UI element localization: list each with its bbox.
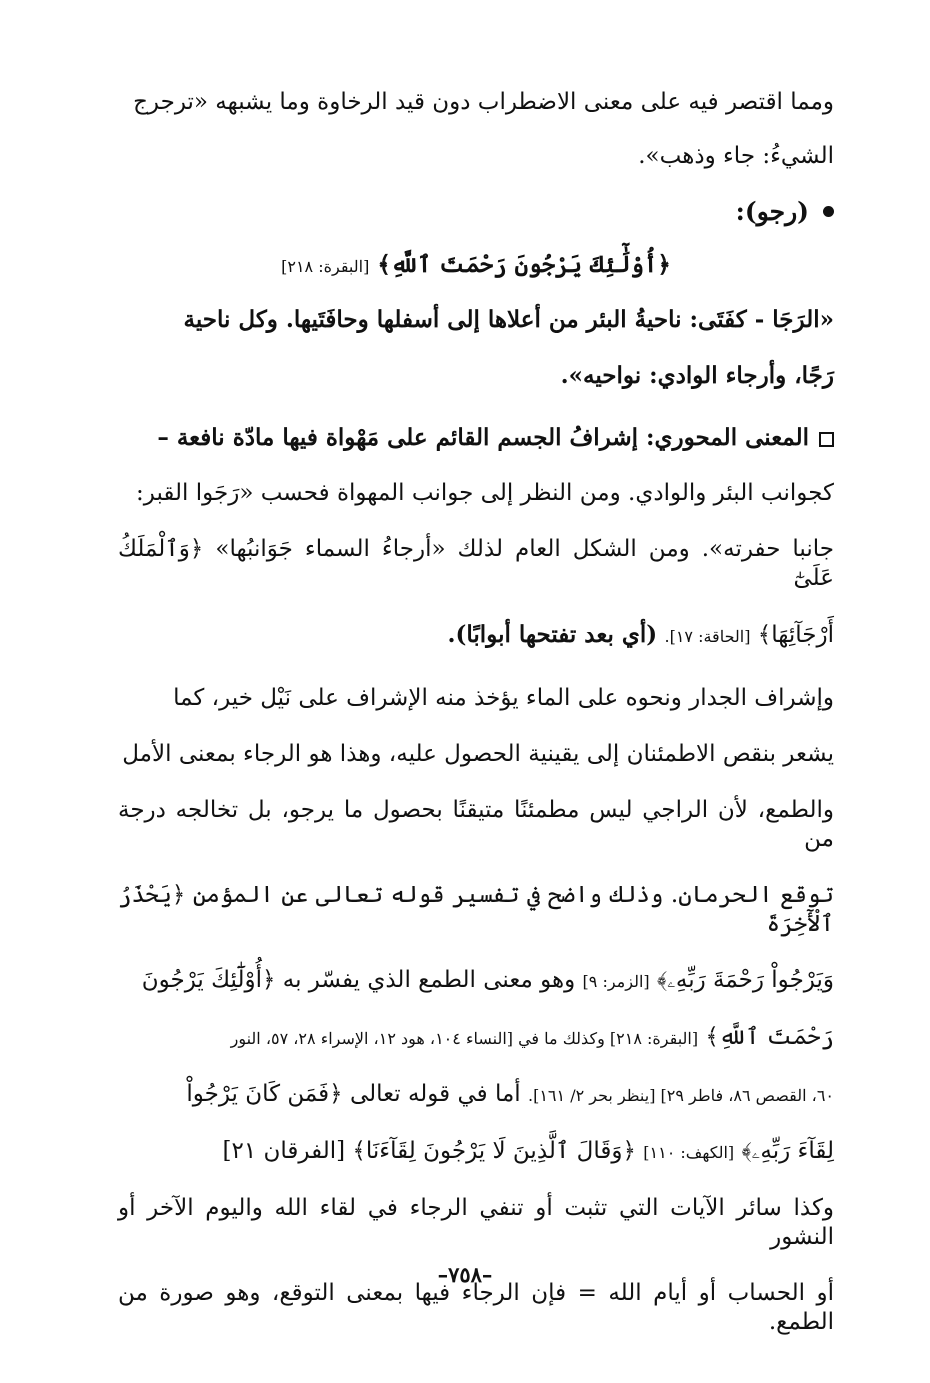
verse-reference: [الزمر: ٩]: [582, 972, 650, 991]
paragraph-3: [118, 684, 834, 1337]
verse-text: لِقَآءَ رَبِّهِۦ﴾: [741, 1138, 834, 1164]
page-number: –٧٥٨–: [437, 1262, 493, 1287]
text-line: ومما اقتصر فيه على معنى الاضطراب دون قيد الرخاوة وما يشبهه «ترجرج: [133, 89, 834, 115]
square-marker-icon: [819, 432, 834, 447]
text-line: [118, 966, 834, 996]
text-line: [118, 1137, 834, 1167]
text-line: رَجًا، وأرجاء الوادي: نواحيه».: [560, 362, 834, 389]
text-line: «الرَجَا - كفَتَى: ناحيةُ البئر من أعلاها إلى أسفلها وحافَتَيها. وكل ناحية: [183, 306, 834, 333]
text-line: جانبا حفرته». ومن الشكل العام لذلك «أرجاءُ السماء جَوَانبُها» ﴿وَٱلْمَلَكُ عَلَىٰٓ: [118, 536, 834, 591]
text-line: والطمع، لأن الراجي ليس مطمئنًا متيقنًا بحصول ما يرجو، بل تخالجه درجة من: [118, 797, 834, 852]
text-segment: أما في قوله تعالى ﴿فَمَن كَانَ يَرْجُواْ: [186, 1081, 521, 1107]
core-meaning-label: المعنى المحوري: إشرافُ الجسم القائم على مَهْواة فيها مادّة نافعة –: [157, 424, 809, 451]
root-heading-label: (رجو):: [735, 197, 809, 226]
text-line: وكذا سائر الآيات التي تثبت أو تنفي الرجاء في لقاء الله واليوم الآخر أو النشور: [118, 1195, 834, 1250]
bullet-icon: [823, 206, 834, 217]
verse-text: رَحْمَتَ ٱللَّهِ﴾: [705, 1024, 834, 1050]
verse-reference: [البقرة: ٢١٨]: [281, 257, 370, 276]
core-meaning-block: [118, 423, 834, 651]
text-segment: وهو معنى الطمع الذي يفسّر به ﴿أُوْلَٰٓئِكَ يَرْجُونَ: [141, 967, 576, 993]
verse-reference: [الكهف: ١١٠]: [643, 1143, 735, 1162]
verse-reference: [الحاقة: ١٧].: [664, 627, 751, 646]
verse-reference: [البقرة: ٢١٨] وكذلك ما في [النساء ١٠٤، هود ١٢، الإسراء ٢٨، ٥٧، النور: [230, 1029, 699, 1048]
verse-reference: [الفرقان ٢١]: [222, 1138, 346, 1164]
verse-text: أَرْجَآئِهَا﴾: [757, 622, 834, 648]
text-line: توقع الحرمان. وذلك واضح في تفسير قوله تعالى عن المؤمن ﴿يَحْذَرُ ٱلْأٓخِرَةَ: [118, 882, 834, 937]
quran-verse: [118, 250, 834, 281]
root-heading: [118, 197, 834, 226]
core-meaning-line: [118, 423, 834, 452]
verse-reference: ٦٠، القصص ٨٦، فاطر ٢٩] [ينظر بحر ٢/ ١٦١].: [528, 1086, 834, 1105]
page-body: [118, 88, 834, 1337]
text-line: وإشراف الجدار ونحوه على الماء يؤخذ منه الإشراف على نَيْل خير، كما: [173, 685, 834, 711]
text-line: [118, 1080, 834, 1110]
text-line: أو الحساب أو أيام الله = فإن الرجاء فيها بمعنى التوقع، وهو صورة من الطمع.: [118, 1280, 834, 1335]
text-line: [118, 1023, 834, 1053]
text-line: يشعر بنقص الاطمئنان إلى يقينية الحصول عليه، وهذا هو الرجاء بمعنى الأمل: [122, 741, 834, 767]
note-text: (أي بعد تفتحها أبوابًا).: [447, 621, 658, 648]
text-line: [118, 620, 834, 651]
verse-text: ﴿أُوْلَٰٓئِكَ يَرْجُونَ رَحْمَتَ ٱللَّهِ﴾: [377, 251, 671, 278]
verse-text: وَيَرْجُواْ رَحْمَةَ رَبِّهِۦ﴾: [656, 967, 834, 993]
text-line: كجوانب البئر والوادي. ومن النظر إلى جوانب المهواة فحسب «رَجَوا القبر:: [136, 480, 834, 506]
definition-block: [118, 305, 834, 390]
text-line: الشيءُ: جاء وذهب».: [638, 143, 834, 169]
paragraph-1: [118, 88, 834, 171]
verse-text: ﴿وَقَالَ ٱلَّذِينَ لَا يَرْجُونَ لِقَآءَنَا﴾: [352, 1138, 636, 1164]
